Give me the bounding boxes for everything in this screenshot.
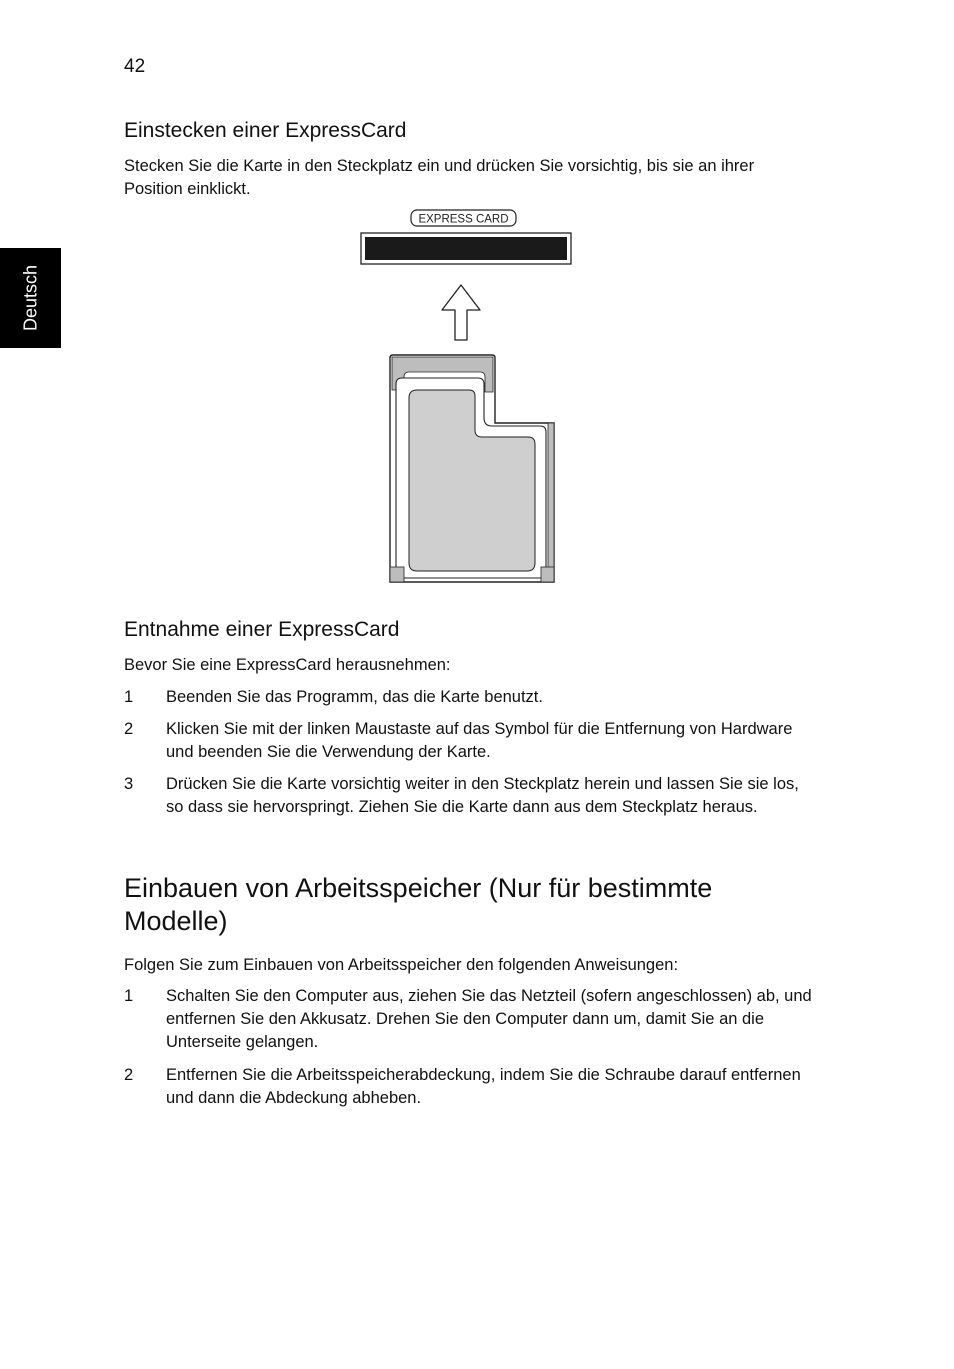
list-item <box>124 718 814 764</box>
expresscard-right-rail <box>548 423 554 582</box>
memory-intro: Folgen Sie zum Einbauen von Arbeitsspeicher den folgenden Anweisungen: <box>124 956 679 974</box>
section-title-remove-expresscard: Entnahme einer ExpressCard <box>124 618 400 641</box>
list-item-text: Entfernen Sie die Arbeitsspeicherabdeckung, indem Sie die Schraube darauf entfernen und dann die Abdeckung abheben. <box>166 1066 801 1107</box>
expresscard-label-area <box>409 390 535 571</box>
page-number: 42 <box>124 56 146 77</box>
remove-intro: Bevor Sie eine ExpressCard herausnehmen: <box>124 656 451 674</box>
expresscard-illustration <box>355 205 580 590</box>
language-side-tab <box>0 248 61 348</box>
list-item-text: Schalten Sie den Computer aus, ziehen Sie das Netzteil (sofern angeschlossen) ab, und entfernen Sie den Akkusatz. Drehen Sie den Computer dann um, damit Sie an die Unterseite gelangen. <box>166 987 812 1051</box>
expresscard-notch-right <box>541 567 554 582</box>
list-item-number: 2 <box>124 1066 134 1084</box>
list-item-number: 1 <box>124 688 134 706</box>
list-item-text: Drücken Sie die Karte vorsichtig weiter in den Steckplatz herein und lassen Sie sie los, so dass sie hervorspringt. Ziehen Sie die Karte dann aus dem Steckplatz heraus. <box>166 775 799 816</box>
slot-label-text: EXPRESS CARD <box>418 213 509 226</box>
list-item-number: 3 <box>124 775 134 793</box>
expresscard-notch-left <box>390 567 404 582</box>
list-item <box>124 686 814 709</box>
list-item-number: 2 <box>124 720 134 738</box>
insert-instructions: Stecken Sie die Karte in den Steckplatz ein und drücken Sie vorsichtig, bis sie an ihrer Position einklickt. <box>124 157 755 198</box>
expresscard-slot-opening <box>365 237 567 260</box>
section-title-insert-expresscard: Einstecken einer ExpressCard <box>124 119 407 142</box>
list-item <box>124 1064 814 1110</box>
language-side-tab-label: Deutsch <box>20 264 40 332</box>
insert-direction-arrow-icon <box>442 285 480 340</box>
list-item-text: Beenden Sie das Programm, das die Karte benutzt. <box>166 688 543 706</box>
list-item-number: 1 <box>124 987 134 1005</box>
list-item-text: Klicken Sie mit der linken Maustaste auf das Symbol für die Entfernung von Hardware und beenden Sie die Verwendung der Karte. <box>166 720 793 761</box>
list-item <box>124 985 814 1054</box>
section-title-install-memory: Einbauen von Arbeitsspeicher (Nur für bestimmte Modelle) <box>124 873 713 936</box>
list-item <box>124 773 814 819</box>
